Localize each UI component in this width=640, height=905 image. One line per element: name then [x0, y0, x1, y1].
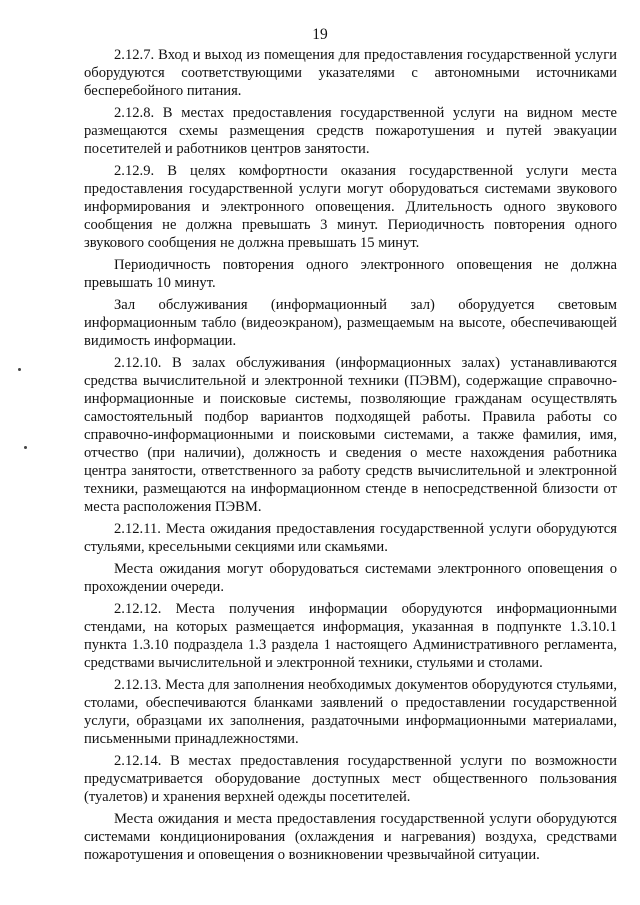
body-text	[84, 46, 617, 868]
paragraph: Зал обслуживания (информационный зал) оборудуется световым информационным табло (видеоэкраном), размещаемым на высоте, обеспечивающей видимость информации.	[84, 297, 617, 349]
paragraph: 2.12.9. В целях комфортности оказания государственной услуги места предоставления государственной услуги могут оборудоваться системами звукового информирования и электронного оповещения. Длительность одного звукового сообщения не должна превышать 3 минут. Периодичность повторения одного звукового сообщения не должна превышать 15 минут.	[84, 163, 617, 251]
paragraph: Места ожидания и места предоставления государственной услуги оборудуются системами кондиционирования (охлаждения и нагревания) воздуха, средствами пожаротушения и оповещения о возникновении чрезвычайной ситуации.	[84, 811, 617, 863]
paragraph: 2.12.14. В местах предоставления государственной услуги по возможности предусматривается оборудование доступных мест общественного пользования (туалетов) и хранения верхней одежды посетителей.	[84, 753, 617, 805]
scan-speck	[24, 446, 27, 449]
scan-speck	[18, 368, 21, 371]
paragraph: 2.12.11. Места ожидания предоставления государственной услуги оборудуются стульями, кресельными секциями или скамьями.	[84, 521, 617, 555]
paragraph: 2.12.8. В местах предоставления государственной услуги на видном месте размещаются схемы размещения средств пожаротушения и путей эвакуации посетителей и работников центров занятости.	[84, 105, 617, 157]
paragraph: 2.12.10. В залах обслуживания (информационных залах) устанавливаются средства вычислительной и электронной техники (ПЭВМ), содержащие справочно-информационные и поисковые системы, позволяющие гражданам осуществлять самостоятельный подбор вариантов подходящей работы. Правила работы со справочно-информационными и поисковыми системами, а также фамилия, имя, отчество (при наличии), должность и сведения о месте нахождения работника центра занятости, ответственного за работу средств вычислительной и электронной техники, размещаются на информационном стенде в непосредственной близости от места расположения ПЭВМ.	[84, 355, 617, 515]
paragraph: 2.12.12. Места получения информации оборудуются информационными стендами, на которых размещается информация, указанная в подпункте 1.3.10.1 пункта 1.3.10 подраздела 1.3 раздела 1 настоящего Административного регламента, средствами вычислительной и электронной техники, стульями и столами.	[84, 601, 617, 671]
paragraph: 2.12.7. Вход и выход из помещения для предоставления государственной услуги оборудуются соответствующими указателями с автономными источниками бесперебойного питания.	[84, 47, 617, 99]
paragraph: Периодичность повторения одного электронного оповещения не должна превышать 10 минут.	[84, 257, 617, 291]
paragraph: Места ожидания могут оборудоваться системами электронного оповещения о прохождении очереди.	[84, 561, 617, 595]
paragraph: 2.12.13. Места для заполнения необходимых документов оборудуются стульями, столами, обеспечиваются бланками заявлений о предоставлении государственной услуги, образцами их заполнения, раздаточными информационными материалами, письменными принадлежностями.	[84, 677, 617, 747]
page-number: 19	[312, 26, 328, 43]
